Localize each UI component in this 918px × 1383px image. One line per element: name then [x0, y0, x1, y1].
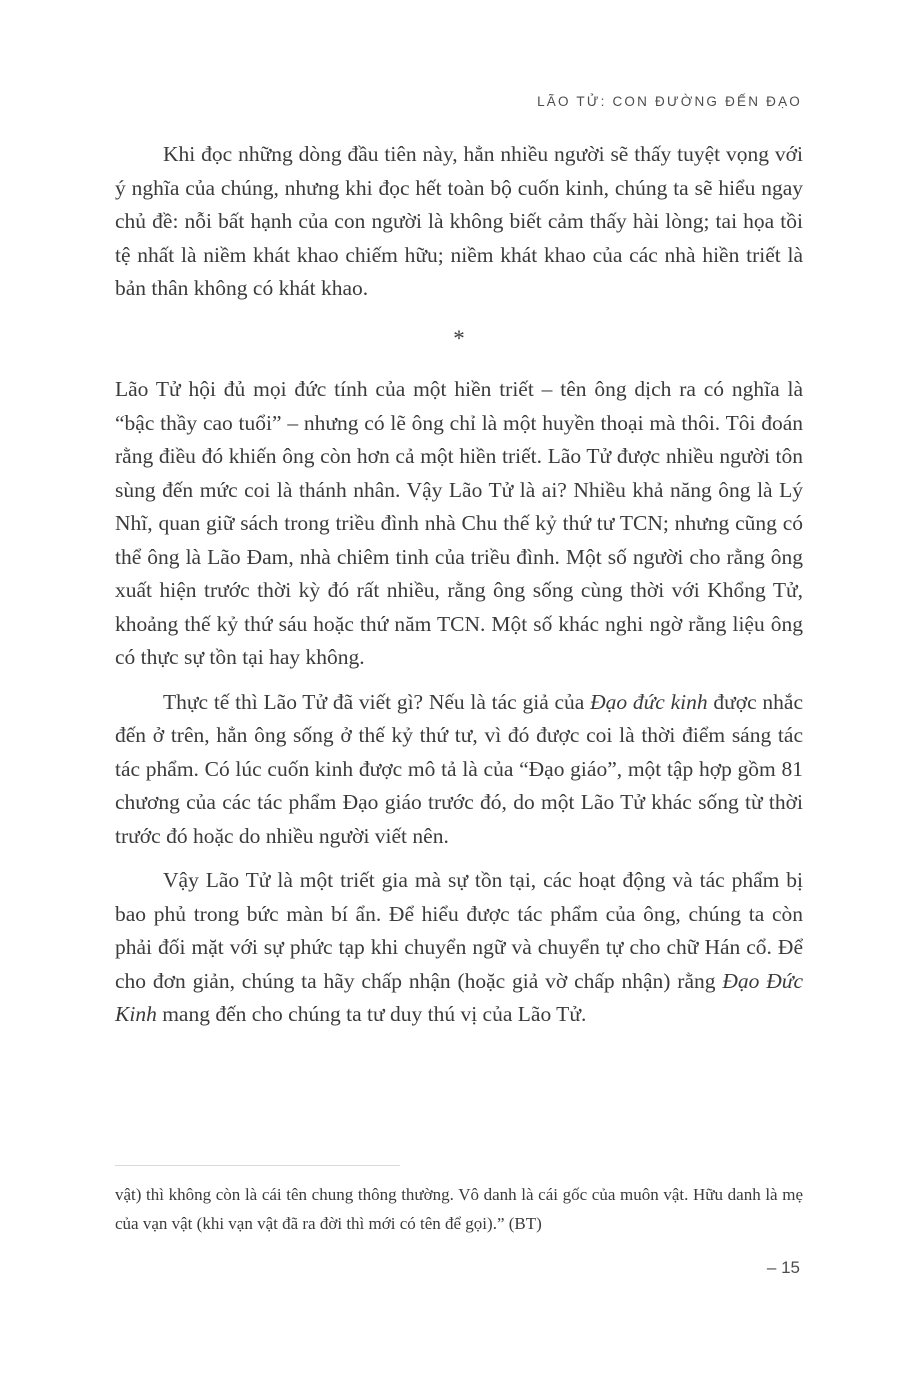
- text-run: được nhắc đến ở trên, hẳn ông sống ở thế kỷ thứ tư, vì đó được coi là thời điểm sáng tác tác phẩm. Có lúc cuốn kinh được mô tả là của “Đạo giáo”, một tập hợp gồm 81 chương của các tác phẩm Đạo giáo trước đó, do một Lão Tử khác sống từ thời trước đó hoặc do nhiều người viết nên.: [115, 689, 803, 848]
- running-header: LÃO TỬ: CON ĐƯỜNG ĐẾN ĐẠO: [537, 94, 802, 109]
- paragraph: [115, 864, 803, 1032]
- italic-book-title: Đạo đức kinh: [590, 689, 708, 714]
- italic-book-title: Đạo Đức Kinh: [115, 968, 804, 1026]
- page-number: – 15: [766, 1258, 800, 1277]
- paragraph: [115, 373, 803, 675]
- text-run: Vậy Lão Tử là một triết gia mà sự tồn tại, các hoạt động và tác phẩm bị bao phủ trong bức màn bí ẩn. Để hiểu được tác phẩm của ông, chúng ta còn phải đối mặt với sự phức tạp khi chuyển ngữ và chuyển tự cho chữ Hán cổ. Để cho đơn giản, chúng ta hãy chấp nhận (hoặc giả vờ chấp nhận) rằng: [115, 868, 803, 993]
- paragraph: [115, 686, 803, 854]
- footnote-text: vật) thì không còn là cái tên chung thông thường. Vô danh là cái gốc của muôn vật. Hữu danh là mẹ của vạn vật (khi vạn vật đã ra đời thì mới có tên để gọi).” (BT): [115, 1185, 803, 1233]
- text-run: Lão Tử hội đủ mọi đức tính của một hiền triết – tên ông dịch ra có nghĩa là “bậc thầy cao tuổi” – nhưng có lẽ ông chỉ là một huyền thoại mà thôi. Tôi đoán rằng điều đó khiến ông còn hơn cả một hiền triết. Lão Tử được nhiều người tôn sùng đến mức coi là thánh nhân. Vậy Lão Tử là ai? Nhiều khả năng ông là Lý Nhĩ, quan giữ sách trong triều đình nhà Chu thế kỷ thứ tư TCN; nhưng cũng có thể ông là Lão Đam, nhà chiêm tinh của triều đình. Một số người cho rằng ông xuất hiện trước thời kỳ đó rất nhiều, rằng ông sống cùng thời với Khổng Tử, khoảng thế kỷ thứ sáu hoặc thứ năm TCN. Một số khác nghi ngờ rằng liệu ông có thực sự tồn tại hay không.: [115, 377, 803, 669]
- body-text: [115, 138, 803, 1043]
- section-separator: *: [453, 325, 465, 351]
- text-run: Khi đọc những dòng đầu tiên này, hẳn nhiều người sẽ thấy tuyệt vọng với ý nghĩa của chúng, nhưng khi đọc hết toàn bộ cuốn kinh, chúng ta sẽ hiểu ngay chủ đề: nỗi bất hạnh của con người là không biết cảm thấy hài lòng; tai họa tồi tệ nhất là niềm khát khao chiếm hữu; niềm khát khao của các nhà hiền triết là bản thân không có khát khao.: [115, 142, 803, 300]
- text-run: Thực tế thì Lão Tử đã viết gì? Nếu là tác giả của: [163, 689, 591, 714]
- paragraph: [115, 138, 803, 306]
- footnote-divider: [115, 1165, 400, 1166]
- text-run: mang đến cho chúng ta tư duy thú vị của Lão Tử.: [156, 1002, 587, 1026]
